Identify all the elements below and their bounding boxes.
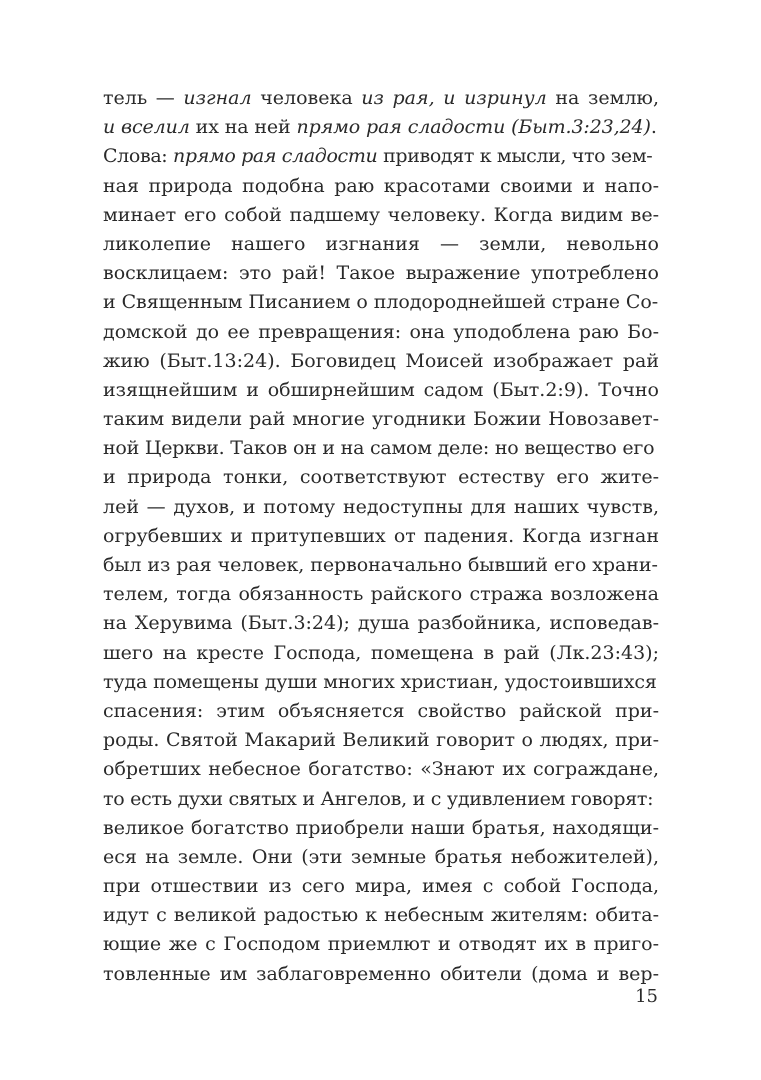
text-line [103,697,659,726]
text-segment: человека [251,87,362,109]
text-line [103,201,659,230]
text-line [103,318,659,347]
text-line [103,434,659,463]
text-segment: лей — духов, и потому недоступны для наших чувств, [103,495,659,518]
text-line [103,463,659,492]
text-segment: их на ней [189,116,297,139]
text-line [103,142,659,171]
text-line [103,901,659,930]
text-line [103,785,659,814]
text-segment: идут с великой радостью к небесным жителям: обита- [103,904,659,927]
text-segment: еся на земле. Они (эти земные братья небожителей), [103,845,659,868]
text-segment: изящнейшим и обширнейшим садом (Быт.2:9). Точно [103,378,659,401]
text-line [103,580,659,609]
text-segment: был из рая человек, первоначально бывший его храни- [103,554,658,576]
text-segment: спасения: этим объясняется свойство райской при- [103,699,659,722]
text-segment: домской до ее превращения: она уподоблена раю Бо- [103,320,659,343]
text-segment: восклицаем: это рай! Такое выражение употреблено [103,262,659,285]
page-number: 15 [635,986,658,1007]
body-text [103,84,659,989]
text-line [103,551,659,580]
text-segment: таким видели рай многие угодники Божии Новозавет- [103,408,659,431]
text-line [103,259,659,288]
text-line [103,288,659,317]
text-segment: обретших небесное богатство: «Знают их сограждане, [103,758,659,781]
text-segment: шего на кресте Господа, помещена в рай (Лк.23:43); [103,641,660,664]
text-segment: товленные им заблаговременно обители (дома и вер- [103,962,659,985]
text-segment: туда помещены души многих христиан, удостоившихся [103,670,657,693]
text-segment: ная природа подобна раю красотами своими и напо- [103,174,659,197]
text-segment: ной Церкви. Таков он и на самом деле: но вещество его [103,437,655,460]
text-line [103,347,659,376]
text-segment: Слова: [103,145,174,168]
italic-quote: изгнал [183,87,252,109]
text-line [103,960,659,989]
text-segment: минает его собой падшему человеку. Когда видим ве- [103,203,659,226]
text-line [103,726,659,755]
text-line [103,639,659,668]
text-line [103,376,659,405]
text-segment: ликолепие нашего изгнания — земли, невольно [103,232,659,255]
text-segment: и природа тонки, соответствуют естеству его жите- [103,466,659,489]
text-line [103,930,659,959]
text-line [103,872,659,901]
text-segment: телем, тогда обязанность райского стража возложена [103,583,659,606]
text-segment: на Херувима (Быт.3:24); душа разбойника, исповедав- [103,612,659,635]
text-line [103,405,659,434]
text-line [103,843,659,872]
text-line [103,84,659,113]
text-segment: великое богатство приобрели наши братья, находящи- [103,816,659,839]
text-segment: жию (Быт.13:24). Боговидец Моисей изображает рай [103,349,659,372]
text-line [103,172,659,201]
text-segment: огрубевших и притупевших от падения. Когда изгнан [103,524,659,547]
italic-quote: прямо рая сладости [173,145,378,168]
text-segment: и Священным Писанием о плодороднейшей стране Со- [103,291,659,314]
text-segment: . [650,116,657,139]
italic-quote: и вселил [103,116,190,139]
text-line [103,230,659,259]
text-segment: при отшествии из сего мира, имея с собой Господа, [103,875,659,898]
text-segment: тель — [103,87,184,109]
text-line [103,814,659,843]
italic-quote: прямо рая сладости (Быт.3:23,24) [296,116,651,139]
text-line [103,755,659,784]
text-line [103,522,659,551]
text-segment: ющие же с Господом приемлют и отводят их в приго- [103,933,659,956]
text-segment: на землю, [546,87,660,109]
text-segment: то есть духи святых и Ангелов, и с удивлением говорят: [103,787,654,810]
text-segment: роды. Святой Макарий Великий говорит о людях, при- [103,729,659,752]
text-line [103,609,659,638]
text-line [103,113,659,142]
text-line [103,493,659,522]
text-line [103,668,659,697]
text-segment: приводят к мысли, что зем- [377,145,653,168]
italic-quote: из рая, и изринул [361,87,547,109]
